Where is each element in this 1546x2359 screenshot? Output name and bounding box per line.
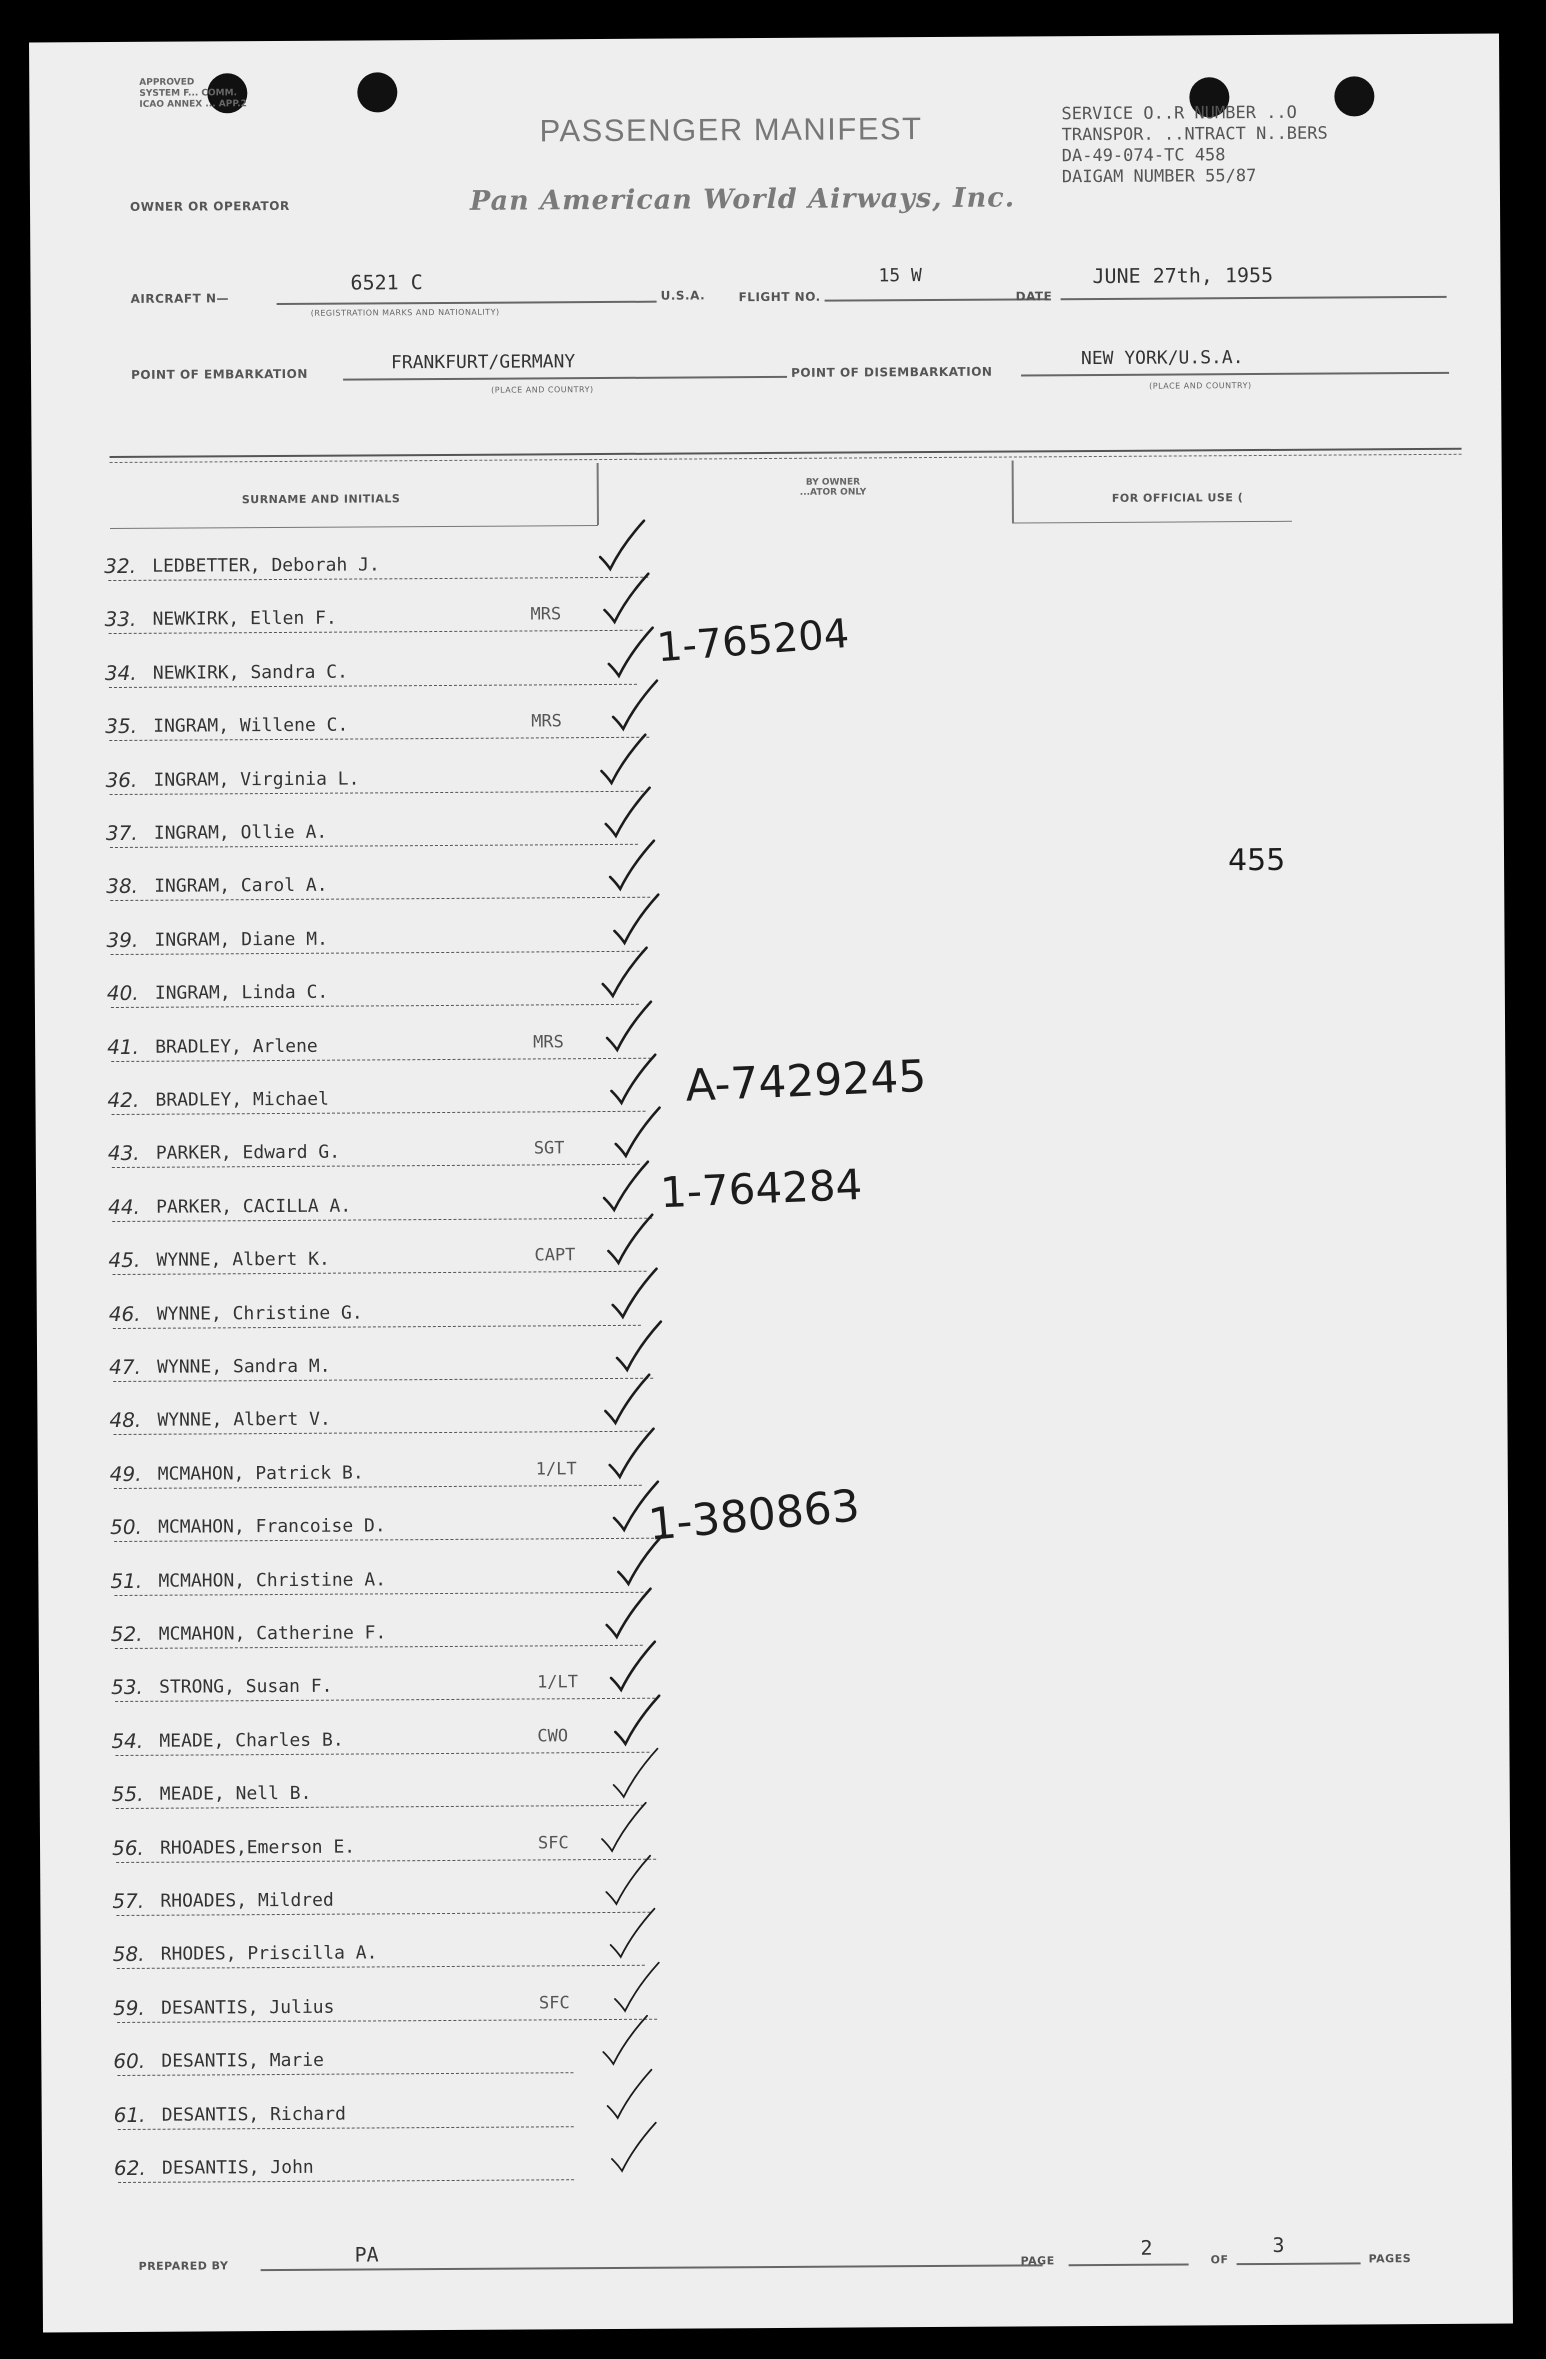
row-rule bbox=[118, 2179, 574, 2183]
checkmark-icon bbox=[605, 1745, 665, 1805]
checkmark-icon bbox=[598, 784, 658, 844]
passenger-title: SFC bbox=[538, 1993, 570, 2014]
passenger-title: MRS bbox=[533, 1031, 564, 1053]
passenger-number: 43. bbox=[107, 1141, 140, 1166]
passenger-name: INGRAM, Willene C. bbox=[153, 714, 349, 737]
checkmark-icon bbox=[607, 1958, 667, 2018]
approval-line-1: APPROVED bbox=[139, 77, 195, 88]
passenger-title: MRS bbox=[531, 711, 562, 732]
row-rule bbox=[115, 1645, 643, 1649]
owner-only-line-1: BY OWNER bbox=[805, 477, 861, 488]
passenger-name: MCMAHON, Patrick B. bbox=[157, 1462, 364, 1485]
passenger-name: DESANTIS, Richard bbox=[161, 2103, 346, 2126]
row-rule bbox=[115, 1591, 649, 1595]
row-rule bbox=[112, 1164, 640, 1168]
row-rule bbox=[114, 1538, 654, 1542]
row-rule bbox=[117, 2072, 573, 2076]
handwritten-number: 1-765204 bbox=[655, 610, 851, 672]
row-rule bbox=[116, 1858, 656, 1862]
checkmark-icon bbox=[593, 730, 653, 790]
approval-line-3: ICAO ANNEX ... APP.2 bbox=[139, 99, 247, 110]
passenger-name: INGRAM, Carol A. bbox=[154, 875, 328, 898]
passenger-title: CAPT bbox=[534, 1245, 576, 1266]
passenger-name: MCMAHON, Francoise D. bbox=[158, 1515, 386, 1538]
passenger-title: 1/LT bbox=[536, 1672, 579, 1693]
punch-hole-icon bbox=[357, 72, 397, 112]
handwritten-number: A-7429245 bbox=[684, 1050, 928, 1112]
passenger-number: 55. bbox=[111, 1782, 144, 1807]
passenger-number: 41. bbox=[107, 1034, 140, 1059]
passenger-number: 47. bbox=[109, 1354, 141, 1380]
pages-label: PAGES bbox=[1368, 2252, 1412, 2266]
checkmark-icon bbox=[599, 2065, 659, 2125]
passenger-number: 50. bbox=[110, 1515, 142, 1540]
daigam-number: DAIGAM NUMBER 55/87 bbox=[1061, 166, 1257, 188]
embark-value: FRANKFURT/GERMANY bbox=[390, 351, 576, 374]
date-rule bbox=[1061, 296, 1447, 300]
owner-only-header bbox=[800, 477, 867, 497]
page-rule bbox=[1069, 2263, 1189, 2266]
col-divider-2 bbox=[1012, 461, 1014, 523]
passenger-name: PARKER, Edward G. bbox=[155, 1142, 341, 1165]
prepared-label: PREPARED BY bbox=[138, 2259, 229, 2273]
checkmark-icon bbox=[607, 1691, 667, 1751]
passenger-number: 56. bbox=[111, 1835, 144, 1860]
passenger-name: MEADE, Charles B. bbox=[159, 1729, 344, 1752]
checkmark-icon bbox=[602, 837, 662, 897]
row-rule bbox=[109, 737, 649, 741]
prepared-value: PA bbox=[354, 2242, 379, 2267]
checkmark-icon bbox=[595, 944, 655, 1004]
table-header-bottom-rule-right bbox=[1012, 521, 1292, 524]
passenger-name: NEWKIRK, Ellen F. bbox=[152, 608, 337, 631]
row-rule bbox=[116, 1912, 650, 1916]
checkmark-icon bbox=[599, 997, 659, 1057]
checkmark-icon bbox=[598, 1585, 658, 1645]
owner-label: OWNER OR OPERATOR bbox=[129, 198, 290, 214]
passenger-number: 54. bbox=[111, 1728, 144, 1753]
row-rule bbox=[110, 897, 650, 901]
date-value: JUNE 27th, 1955 bbox=[1092, 262, 1274, 289]
passenger-name: NEWKIRK, Sandra C. bbox=[152, 661, 349, 684]
aircraft-sub: (REGISTRATION MARKS AND NATIONALITY) bbox=[310, 307, 500, 318]
passenger-number: 33. bbox=[104, 607, 137, 632]
passenger-number: 48. bbox=[109, 1408, 142, 1433]
passenger-name: RHOADES, Mildred bbox=[160, 1889, 334, 1912]
passenger-name: INGRAM, Linda C. bbox=[154, 981, 329, 1004]
passenger-number: 38. bbox=[106, 874, 139, 899]
passenger-number: 42. bbox=[107, 1087, 140, 1113]
passenger-title: 1/LT bbox=[535, 1458, 577, 1480]
airline-name: Pan American World Airways, Inc. bbox=[469, 182, 1016, 217]
flight-value: 15 W bbox=[878, 265, 922, 287]
passenger-title: CWO bbox=[537, 1726, 569, 1747]
checkmark-icon bbox=[601, 623, 661, 683]
date-label: DATE bbox=[1015, 289, 1053, 304]
row-rule bbox=[113, 1271, 647, 1275]
passenger-number: 53. bbox=[110, 1675, 143, 1700]
flight-label: FLIGHT NO. bbox=[738, 289, 821, 305]
checkmark-icon bbox=[596, 570, 656, 630]
row-rule bbox=[111, 1004, 639, 1008]
passenger-number: 46. bbox=[108, 1301, 141, 1326]
service-block bbox=[1061, 103, 1328, 189]
passenger-name: DESANTIS, Marie bbox=[161, 2049, 324, 2072]
checkmark-icon bbox=[604, 1264, 664, 1324]
embark-sub: (PLACE AND COUNTRY) bbox=[491, 385, 594, 395]
passenger-number: 58. bbox=[112, 1942, 145, 1967]
checkmark-icon bbox=[604, 2119, 664, 2179]
checkmark-icon bbox=[598, 1852, 658, 1912]
owner-only-line-2: ...ATOR ONLY bbox=[799, 487, 867, 498]
manifest-page bbox=[29, 34, 1513, 2333]
passenger-number: 49. bbox=[109, 1461, 142, 1486]
disembark-label: POINT OF DISEMBARKATION bbox=[791, 364, 993, 380]
handwritten-number: 1-764284 bbox=[659, 1159, 864, 1218]
passenger-name: MEADE, Nell B. bbox=[159, 1783, 312, 1805]
checkmark-icon bbox=[602, 1905, 662, 1965]
passenger-title: MRS bbox=[530, 604, 562, 625]
passenger-number: 60. bbox=[113, 2049, 146, 2074]
row-rule bbox=[112, 1218, 652, 1222]
checkmark-icon bbox=[600, 1211, 660, 1271]
disembark-rule bbox=[1021, 372, 1449, 377]
row-rule bbox=[117, 2019, 657, 2023]
passenger-name: INGRAM, Virginia L. bbox=[153, 768, 360, 791]
embark-rule bbox=[343, 376, 787, 381]
passenger-name: WYNNE, Albert K. bbox=[156, 1248, 330, 1271]
passenger-name: RHODES, Priscilla A. bbox=[160, 1942, 378, 1966]
checkmark-icon bbox=[592, 517, 652, 577]
passenger-name: RHOADES,Emerson E. bbox=[159, 1836, 356, 1859]
page-value: 2 bbox=[1140, 2235, 1153, 2260]
row-rule bbox=[114, 1431, 648, 1435]
disembark-value: NEW YORK/U.S.A. bbox=[1080, 347, 1244, 370]
row-rule bbox=[111, 1057, 651, 1061]
checkmark-icon bbox=[603, 1638, 663, 1698]
checkmark-icon bbox=[597, 1371, 657, 1431]
row-rule bbox=[117, 1965, 645, 1969]
checkmark-icon bbox=[594, 1798, 654, 1858]
row-rule bbox=[110, 790, 644, 794]
of-label: OF bbox=[1210, 2253, 1229, 2267]
passenger-number: 45. bbox=[108, 1248, 141, 1273]
passenger-name: BRADLEY, Michael bbox=[155, 1088, 329, 1111]
page-label: PAGE bbox=[1020, 2254, 1055, 2268]
passenger-name: MCMAHON, Christine A. bbox=[158, 1568, 387, 1592]
passenger-name: PARKER, CACILLA A. bbox=[156, 1195, 352, 1218]
usa-label: U.S.A. bbox=[660, 288, 706, 303]
passenger-number: 37. bbox=[105, 820, 138, 846]
row-rule bbox=[109, 630, 643, 634]
row-rule bbox=[113, 1378, 653, 1382]
punch-hole-icon bbox=[1334, 76, 1374, 116]
passenger-title: SFC bbox=[537, 1832, 569, 1854]
service-order-line: SERVICE O..R NUMBER ..O bbox=[1061, 102, 1297, 125]
passenger-name: DESANTIS, John bbox=[161, 2156, 314, 2179]
passenger-number: 34. bbox=[104, 660, 137, 685]
passenger-number: 35. bbox=[105, 714, 138, 739]
passenger-name: STRONG, Susan F. bbox=[159, 1676, 333, 1699]
row-rule bbox=[110, 844, 638, 848]
handwritten-number: 1-380863 bbox=[646, 1480, 862, 1551]
of-rule bbox=[1237, 2262, 1361, 2265]
passenger-name: WYNNE, Christine G. bbox=[156, 1302, 363, 1325]
embark-label: POINT OF EMBARKATION bbox=[131, 366, 308, 382]
passenger-name: LEDBETTER, Deborah J. bbox=[152, 554, 380, 577]
row-rule bbox=[108, 577, 648, 581]
checkmark-icon bbox=[601, 1424, 661, 1484]
passenger-name: INGRAM, Ollie A. bbox=[153, 821, 328, 844]
contract-number: DA-49-074-TC 458 bbox=[1061, 145, 1226, 167]
row-rule bbox=[111, 951, 645, 955]
transport-contract-line: TRANSPOR. ..NTRACT N..BERS bbox=[1061, 123, 1328, 146]
passenger-name: BRADLEY, Arlene bbox=[155, 1035, 318, 1058]
passenger-number: 52. bbox=[110, 1621, 143, 1647]
passenger-number: 61. bbox=[113, 2102, 146, 2127]
checkmark-icon bbox=[603, 1051, 663, 1111]
approval-line-2: SYSTEM F... COMM. bbox=[139, 88, 238, 99]
passenger-number: 59. bbox=[112, 1995, 145, 2020]
checkmark-icon bbox=[595, 2012, 655, 2072]
approval-block bbox=[139, 77, 247, 111]
checkmark-icon bbox=[606, 890, 666, 950]
passenger-number: 44. bbox=[108, 1194, 141, 1219]
aircraft-rule bbox=[277, 301, 657, 305]
of-value: 3 bbox=[1272, 2232, 1285, 2257]
passenger-name: WYNNE, Albert V. bbox=[157, 1409, 331, 1432]
checkmark-icon bbox=[609, 1318, 669, 1378]
aircraft-label: AIRCRAFT N— bbox=[130, 291, 230, 306]
passenger-number: 40. bbox=[106, 981, 139, 1006]
table-header-bottom-rule bbox=[110, 525, 598, 529]
row-rule bbox=[116, 1805, 644, 1809]
col-divider-1 bbox=[597, 463, 599, 525]
checkmark-icon bbox=[605, 677, 665, 737]
surname-header: SURNAME AND INITIALS bbox=[241, 492, 401, 507]
row-rule bbox=[112, 1111, 646, 1115]
checkmark-icon bbox=[596, 1157, 656, 1217]
checkmark-icon bbox=[608, 1104, 668, 1164]
passenger-number: 39. bbox=[106, 927, 139, 952]
passenger-name: DESANTIS, Julius bbox=[160, 1996, 335, 2019]
disembark-sub: (PLACE AND COUNTRY) bbox=[1149, 381, 1252, 391]
passenger-number: 62. bbox=[113, 2155, 146, 2181]
row-rule bbox=[113, 1324, 641, 1328]
aircraft-value: 6521 C bbox=[350, 270, 423, 295]
row-rule bbox=[115, 1752, 649, 1756]
passenger-title: SGT bbox=[533, 1138, 565, 1159]
official-use-header: FOR OFFICIAL USE ( bbox=[1111, 491, 1244, 505]
passenger-number: 36. bbox=[105, 767, 138, 792]
handwritten-number: 455 bbox=[1227, 842, 1286, 879]
page-title: PASSENGER MANIFEST bbox=[539, 111, 923, 149]
row-rule bbox=[109, 684, 637, 688]
row-rule bbox=[115, 1698, 655, 1702]
passenger-name: MCMAHON, Catherine F. bbox=[158, 1622, 387, 1645]
row-rule bbox=[114, 1485, 642, 1489]
passenger-number: 32. bbox=[104, 553, 137, 579]
passenger-name: WYNNE, Sandra M. bbox=[157, 1355, 331, 1378]
passenger-number: 57. bbox=[112, 1888, 145, 1914]
table-header-top-rule bbox=[110, 448, 1462, 458]
passenger-name: INGRAM, Diane M. bbox=[154, 928, 328, 951]
passenger-number: 51. bbox=[110, 1568, 143, 1593]
row-rule bbox=[118, 2126, 574, 2130]
